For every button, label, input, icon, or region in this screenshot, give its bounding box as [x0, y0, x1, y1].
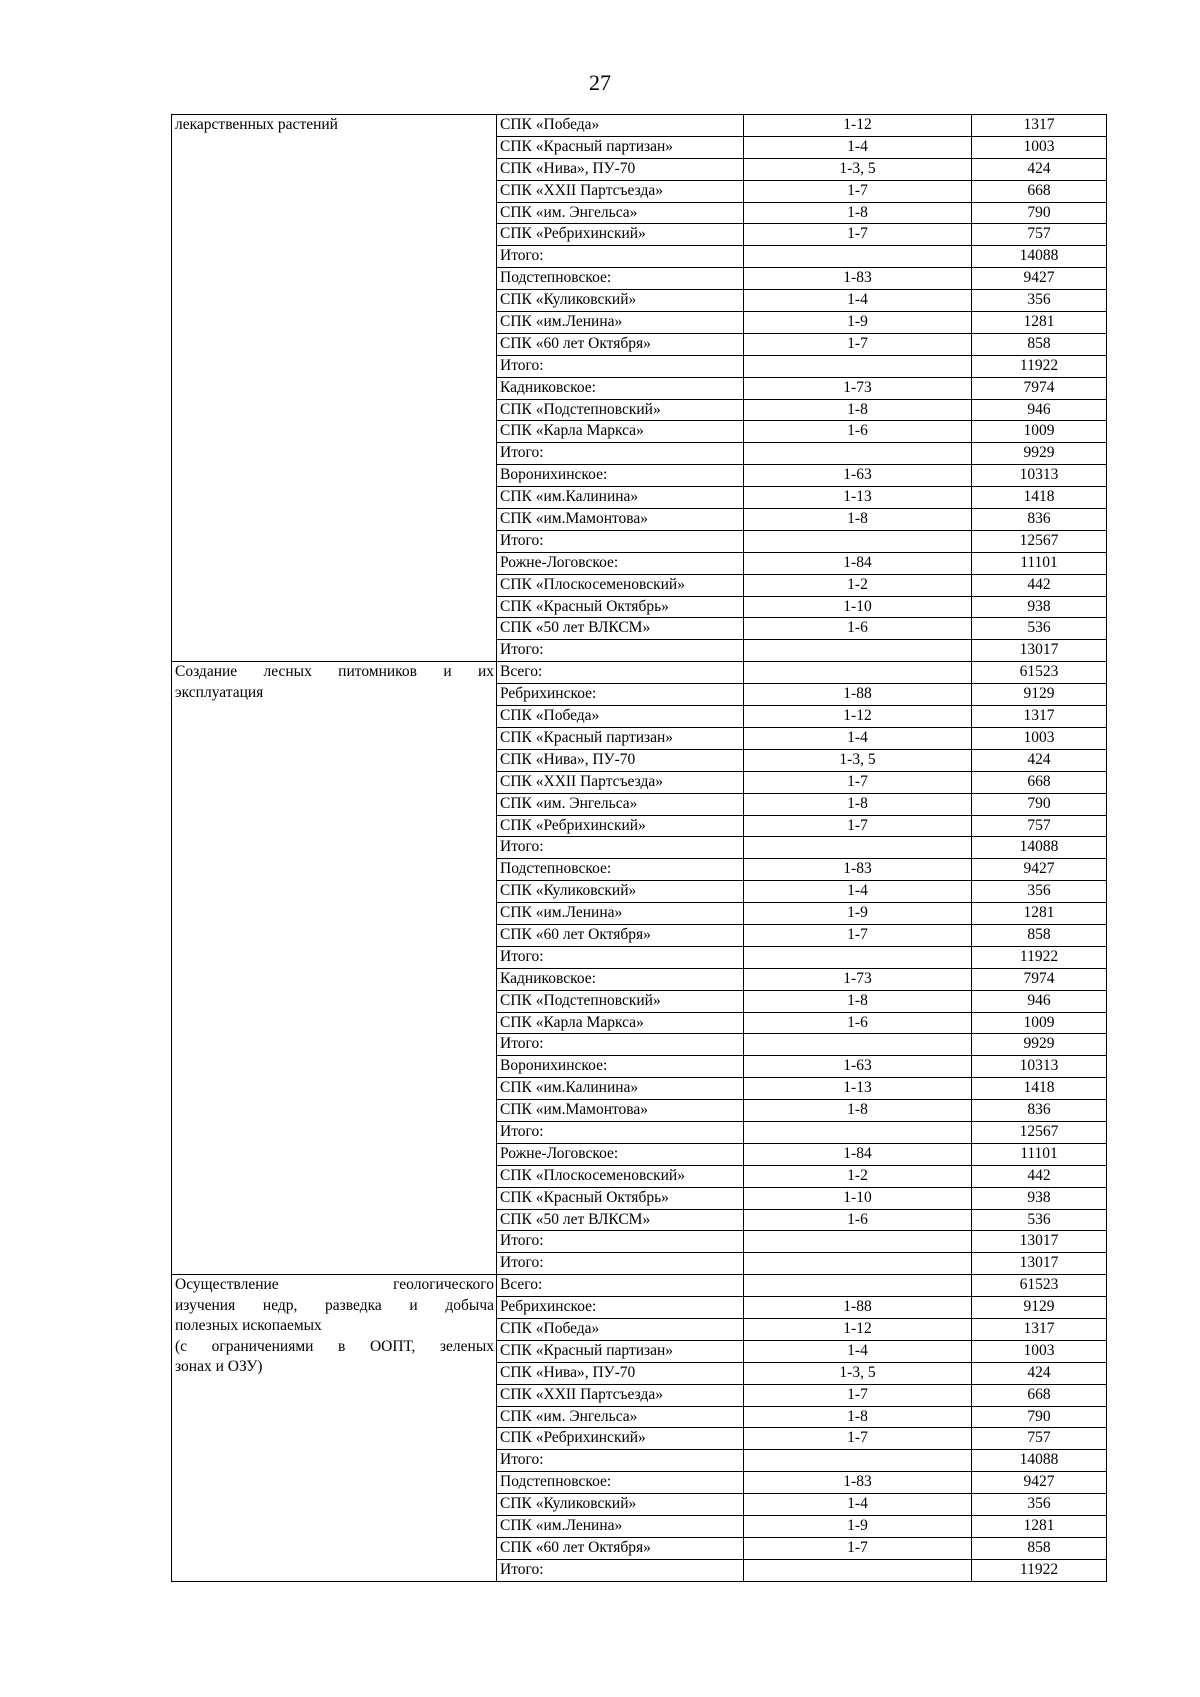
plot-numbers-cell: 1-7 — [744, 1428, 972, 1450]
plot-numbers-cell — [744, 1275, 972, 1297]
area-value-cell: 9427 — [972, 1472, 1107, 1494]
plot-numbers-cell — [744, 1231, 972, 1253]
activity-text-line: (с ограничениями в ООПТ, зеленых — [175, 1337, 494, 1355]
plot-numbers-cell: 1-4 — [744, 136, 972, 158]
plot-numbers-cell: 1-84 — [744, 552, 972, 574]
area-value-cell: 424 — [972, 1362, 1107, 1384]
area-value-cell: 946 — [972, 990, 1107, 1012]
area-value-cell: 757 — [972, 815, 1107, 837]
area-value-cell: 61523 — [972, 662, 1107, 684]
area-value-cell: 9129 — [972, 684, 1107, 706]
plot-numbers-cell: 1-8 — [744, 1406, 972, 1428]
plot-numbers-cell: 1-10 — [744, 596, 972, 618]
organization-cell: Итого: — [497, 1559, 744, 1581]
plot-numbers-cell: 1-73 — [744, 968, 972, 990]
organization-cell: СПК «им. Энгельса» — [497, 1406, 744, 1428]
plot-numbers-cell: 1-63 — [744, 1056, 972, 1078]
organization-cell: СПК «Карла Маркса» — [497, 1012, 744, 1034]
plot-numbers-cell: 1-83 — [744, 268, 972, 290]
organization-cell: СПК «Куликовский» — [497, 881, 744, 903]
plot-numbers-cell: 1-7 — [744, 1384, 972, 1406]
plot-numbers-cell: 1-7 — [744, 815, 972, 837]
organization-cell: Ребрихинское: — [497, 684, 744, 706]
organization-cell: СПК «Плоскосеменовский» — [497, 1165, 744, 1187]
organization-cell: Воронихинское: — [497, 1056, 744, 1078]
organization-cell: СПК «50 лет ВЛКСМ» — [497, 1209, 744, 1231]
plot-numbers-cell: 1-73 — [744, 377, 972, 399]
organization-cell: Итого: — [497, 443, 744, 465]
organization-cell: СПК «им. Энгельса» — [497, 202, 744, 224]
area-value-cell: 61523 — [972, 1275, 1107, 1297]
plot-numbers-cell — [744, 355, 972, 377]
plot-numbers-cell: 1-9 — [744, 312, 972, 334]
activity-text-line: зонах и ОЗУ) — [175, 1358, 263, 1376]
organization-cell: СПК «Ребрихинский» — [497, 224, 744, 246]
area-value-cell: 790 — [972, 1406, 1107, 1428]
area-value-cell: 668 — [972, 180, 1107, 202]
plot-numbers-cell: 1-4 — [744, 1494, 972, 1516]
organization-cell: СПК «Красный партизан» — [497, 136, 744, 158]
area-value-cell: 536 — [972, 1209, 1107, 1231]
organization-cell: Кадниковское: — [497, 377, 744, 399]
area-value-cell: 10313 — [972, 1056, 1107, 1078]
organization-cell: Ребрихинское: — [497, 1297, 744, 1319]
organization-cell: СПК «Красный партизан» — [497, 727, 744, 749]
area-value-cell: 858 — [972, 333, 1107, 355]
plot-numbers-cell — [744, 1253, 972, 1275]
area-value-cell: 1281 — [972, 1516, 1107, 1538]
organization-cell: СПК «XXII Партсъезда» — [497, 1384, 744, 1406]
area-value-cell: 9129 — [972, 1297, 1107, 1319]
area-value-cell: 14088 — [972, 246, 1107, 268]
organization-cell: Подстепновское: — [497, 859, 744, 881]
area-value-cell: 424 — [972, 158, 1107, 180]
organization-cell: СПК «им.Мамонтова» — [497, 509, 744, 531]
plot-numbers-cell: 1-8 — [744, 509, 972, 531]
plot-numbers-cell: 1-9 — [744, 1516, 972, 1538]
area-value-cell: 7974 — [972, 968, 1107, 990]
area-value-cell: 356 — [972, 881, 1107, 903]
organization-cell: СПК «60 лет Октября» — [497, 1537, 744, 1559]
area-value-cell: 836 — [972, 509, 1107, 531]
organization-cell: Итого: — [497, 1253, 744, 1275]
plot-numbers-cell: 1-6 — [744, 1012, 972, 1034]
plot-numbers-cell: 1-6 — [744, 618, 972, 640]
organization-cell: СПК «XXII Партсъезда» — [497, 771, 744, 793]
organization-cell: Итого: — [497, 946, 744, 968]
area-value-cell: 14088 — [972, 1450, 1107, 1472]
area-value-cell: 757 — [972, 1428, 1107, 1450]
table-row — [172, 1275, 1107, 1297]
plot-numbers-cell: 1-2 — [744, 1165, 972, 1187]
organization-cell: СПК «Плоскосеменовский» — [497, 574, 744, 596]
organization-cell: Итого: — [497, 246, 744, 268]
plot-numbers-cell — [744, 246, 972, 268]
area-value-cell: 938 — [972, 596, 1107, 618]
organization-cell: СПК «Подстепновский» — [497, 399, 744, 421]
organization-cell: Итого: — [497, 1450, 744, 1472]
plot-numbers-cell — [744, 837, 972, 859]
organization-cell: Итого: — [497, 355, 744, 377]
organization-cell: СПК «им.Мамонтова» — [497, 1100, 744, 1122]
area-value-cell: 946 — [972, 399, 1107, 421]
area-value-cell: 1418 — [972, 1078, 1107, 1100]
organization-cell: СПК «Красный Октябрь» — [497, 1187, 744, 1209]
area-value-cell: 9929 — [972, 443, 1107, 465]
organization-cell: СПК «им.Калинина» — [497, 1078, 744, 1100]
activity-cell — [172, 115, 497, 662]
organization-cell: Всего: — [497, 662, 744, 684]
plot-numbers-cell: 1-12 — [744, 115, 972, 137]
organization-cell: СПК «Ребрихинский» — [497, 815, 744, 837]
plot-numbers-cell: 1-8 — [744, 202, 972, 224]
page-number: 27 — [589, 70, 611, 95]
activity-cell — [172, 662, 497, 1275]
area-value-cell: 1281 — [972, 312, 1107, 334]
area-value-cell: 1003 — [972, 727, 1107, 749]
area-value-cell: 668 — [972, 771, 1107, 793]
organization-cell: СПК «Победа» — [497, 1318, 744, 1340]
plot-numbers-cell: 1-13 — [744, 487, 972, 509]
organization-cell: Итого: — [497, 1034, 744, 1056]
area-value-cell: 9427 — [972, 268, 1107, 290]
plot-numbers-cell — [744, 946, 972, 968]
area-value-cell: 1003 — [972, 1340, 1107, 1362]
plot-numbers-cell: 1-83 — [744, 1472, 972, 1494]
plot-numbers-cell: 1-88 — [744, 684, 972, 706]
area-value-cell: 12567 — [972, 1121, 1107, 1143]
area-value-cell: 668 — [972, 1384, 1107, 1406]
plot-numbers-cell: 1-7 — [744, 924, 972, 946]
organization-cell: СПК «им.Ленина» — [497, 1516, 744, 1538]
area-value-cell: 757 — [972, 224, 1107, 246]
plot-numbers-cell: 1-13 — [744, 1078, 972, 1100]
plot-numbers-cell: 1-6 — [744, 1209, 972, 1231]
plot-numbers-cell: 1-7 — [744, 1537, 972, 1559]
area-value-cell: 13017 — [972, 1253, 1107, 1275]
organization-cell: СПК «60 лет Октября» — [497, 333, 744, 355]
organization-cell: СПК «Ребрихинский» — [497, 1428, 744, 1450]
area-value-cell: 11922 — [972, 1559, 1107, 1581]
area-value-cell: 1418 — [972, 487, 1107, 509]
area-value-cell: 7974 — [972, 377, 1107, 399]
plot-numbers-cell: 1-4 — [744, 1340, 972, 1362]
organization-cell: СПК «им. Энгельса» — [497, 793, 744, 815]
area-value-cell: 1003 — [972, 136, 1107, 158]
area-value-cell: 1317 — [972, 706, 1107, 728]
plot-numbers-cell: 1-7 — [744, 224, 972, 246]
area-value-cell: 858 — [972, 1537, 1107, 1559]
plot-numbers-cell: 1-7 — [744, 333, 972, 355]
area-value-cell: 13017 — [972, 640, 1107, 662]
plot-numbers-cell — [744, 1121, 972, 1143]
organization-cell: СПК «Красный Октябрь» — [497, 596, 744, 618]
activity-text-line: Осуществление геологического — [175, 1276, 494, 1294]
organization-cell: Рожне-Логовское: — [497, 552, 744, 574]
plot-numbers-cell: 1-83 — [744, 859, 972, 881]
plot-numbers-cell — [744, 662, 972, 684]
area-value-cell: 1009 — [972, 1012, 1107, 1034]
plot-numbers-cell: 1-8 — [744, 990, 972, 1012]
area-value-cell: 536 — [972, 618, 1107, 640]
area-value-cell: 424 — [972, 749, 1107, 771]
organization-cell: СПК «Нива», ПУ-70 — [497, 1362, 744, 1384]
organization-cell: СПК «им.Ленина» — [497, 903, 744, 925]
plot-numbers-cell — [744, 1034, 972, 1056]
area-value-cell: 356 — [972, 1494, 1107, 1516]
organization-cell: Итого: — [497, 640, 744, 662]
plot-numbers-cell: 1-63 — [744, 465, 972, 487]
area-value-cell: 11922 — [972, 355, 1107, 377]
plot-numbers-cell: 1-12 — [744, 1318, 972, 1340]
organization-cell: Подстепновское: — [497, 268, 744, 290]
area-value-cell: 9427 — [972, 859, 1107, 881]
plot-numbers-cell: 1-3, 5 — [744, 1362, 972, 1384]
area-value-cell: 11101 — [972, 552, 1107, 574]
organization-cell: Воронихинское: — [497, 465, 744, 487]
area-value-cell: 13017 — [972, 1231, 1107, 1253]
activity-text-line: эксплуатация — [175, 683, 264, 701]
plot-numbers-cell — [744, 1559, 972, 1581]
area-value-cell: 1281 — [972, 903, 1107, 925]
area-value-cell: 1317 — [972, 115, 1107, 137]
organization-cell: Итого: — [497, 530, 744, 552]
plot-numbers-cell: 1-9 — [744, 903, 972, 925]
plot-numbers-cell: 1-7 — [744, 180, 972, 202]
plot-numbers-cell: 1-4 — [744, 881, 972, 903]
organization-cell: Итого: — [497, 837, 744, 859]
organization-cell: Всего: — [497, 1275, 744, 1297]
activity-text-line: изучения недр, разведка и добыча — [175, 1296, 494, 1314]
plot-numbers-cell: 1-4 — [744, 727, 972, 749]
plot-numbers-cell: 1-8 — [744, 793, 972, 815]
organization-cell: СПК «50 лет ВЛКСМ» — [497, 618, 744, 640]
organization-cell: Подстепновское: — [497, 1472, 744, 1494]
area-value-cell: 9929 — [972, 1034, 1107, 1056]
organization-cell: СПК «Нива», ПУ-70 — [497, 749, 744, 771]
area-value-cell: 1317 — [972, 1318, 1107, 1340]
area-value-cell: 790 — [972, 202, 1107, 224]
plot-numbers-cell: 1-12 — [744, 706, 972, 728]
organization-cell: СПК «Нива», ПУ-70 — [497, 158, 744, 180]
plot-numbers-cell: 1-88 — [744, 1297, 972, 1319]
plot-numbers-cell: 1-8 — [744, 1100, 972, 1122]
plot-numbers-cell — [744, 443, 972, 465]
plot-numbers-cell: 1-8 — [744, 399, 972, 421]
land-use-table — [171, 114, 1107, 1582]
activity-text-line: Создание лесных питомников и их — [175, 663, 494, 681]
area-value-cell: 938 — [972, 1187, 1107, 1209]
activity-text-line: лекарственных растений — [175, 116, 338, 133]
area-value-cell: 11101 — [972, 1143, 1107, 1165]
organization-cell: Итого: — [497, 1121, 744, 1143]
area-value-cell: 442 — [972, 574, 1107, 596]
organization-cell: СПК «им.Калинина» — [497, 487, 744, 509]
activity-text-line: полезных ископаемых — [175, 1317, 322, 1335]
area-value-cell: 12567 — [972, 530, 1107, 552]
organization-cell: Кадниковское: — [497, 968, 744, 990]
area-value-cell: 858 — [972, 924, 1107, 946]
plot-numbers-cell: 1-84 — [744, 1143, 972, 1165]
area-value-cell: 442 — [972, 1165, 1107, 1187]
plot-numbers-cell — [744, 640, 972, 662]
area-value-cell: 356 — [972, 290, 1107, 312]
organization-cell: СПК «Куликовский» — [497, 1494, 744, 1516]
organization-cell: СПК «Победа» — [497, 706, 744, 728]
organization-cell: Итого: — [497, 1231, 744, 1253]
area-value-cell: 10313 — [972, 465, 1107, 487]
plot-numbers-cell — [744, 1450, 972, 1472]
area-value-cell: 790 — [972, 793, 1107, 815]
area-value-cell: 14088 — [972, 837, 1107, 859]
organization-cell: СПК «Подстепновский» — [497, 990, 744, 1012]
area-value-cell: 836 — [972, 1100, 1107, 1122]
plot-numbers-cell: 1-4 — [744, 290, 972, 312]
plot-numbers-cell: 1-7 — [744, 771, 972, 793]
plot-numbers-cell — [744, 530, 972, 552]
plot-numbers-cell: 1-10 — [744, 1187, 972, 1209]
activity-cell — [172, 1275, 497, 1581]
organization-cell: СПК «Куликовский» — [497, 290, 744, 312]
area-value-cell: 11922 — [972, 946, 1107, 968]
plot-numbers-cell: 1-3, 5 — [744, 158, 972, 180]
table-body — [172, 115, 1107, 1582]
organization-cell: СПК «Карла Маркса» — [497, 421, 744, 443]
organization-cell: Рожне-Логовское: — [497, 1143, 744, 1165]
organization-cell: СПК «Победа» — [497, 115, 744, 137]
organization-cell: СПК «им.Ленина» — [497, 312, 744, 334]
plot-numbers-cell: 1-6 — [744, 421, 972, 443]
plot-numbers-cell: 1-2 — [744, 574, 972, 596]
organization-cell: СПК «60 лет Октября» — [497, 924, 744, 946]
organization-cell: СПК «Красный партизан» — [497, 1340, 744, 1362]
area-value-cell: 1009 — [972, 421, 1107, 443]
organization-cell: СПК «XXII Партсъезда» — [497, 180, 744, 202]
table-row — [172, 662, 1107, 684]
table-row — [172, 115, 1107, 137]
plot-numbers-cell: 1-3, 5 — [744, 749, 972, 771]
